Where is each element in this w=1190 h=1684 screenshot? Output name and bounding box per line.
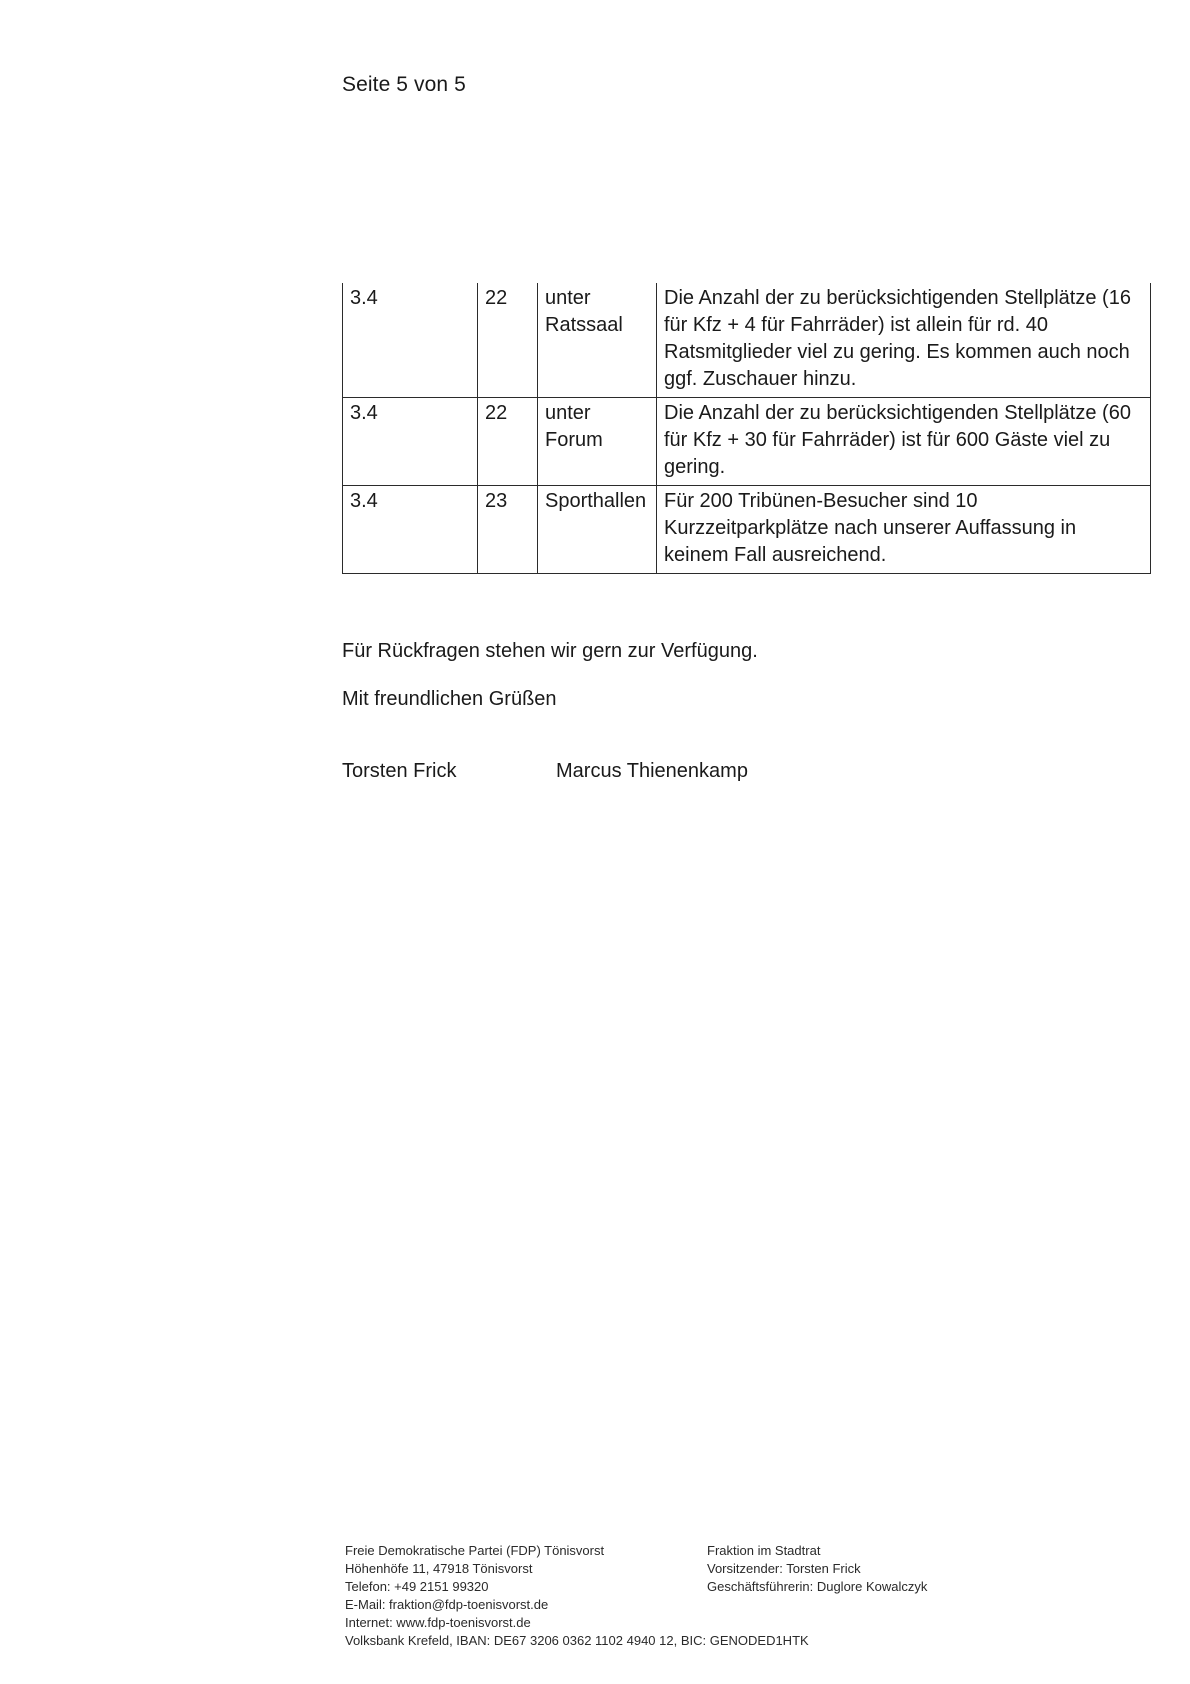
cell-comment: Die Anzahl der zu berücksichtigenden Stellplätze (60 für Kfz + 30 für Fahrräder) ist für 600 Gäste viel zu gering. (657, 398, 1151, 486)
cell-page: 22 (478, 283, 538, 398)
cell-section: 3.4 (343, 398, 478, 486)
cell-section: 3.4 (343, 486, 478, 574)
footer-email: E-Mail: fraktion@fdp-toenisvorst.de (345, 1597, 549, 1612)
footer-chair: Vorsitzender: Torsten Frick (707, 1561, 861, 1576)
footer-address: Höhenhöfe 11, 47918 Tönisvorst (345, 1561, 533, 1576)
footer-bank: Volksbank Krefeld, IBAN: DE67 3206 0362 1102 4940 12, BIC: GENODED1HTK (345, 1633, 809, 1648)
cell-location: unter Ratssaal (538, 283, 657, 398)
table-row (343, 486, 1151, 574)
footer-party-name: Freie Demokratische Partei (FDP) Tönisvorst (345, 1543, 605, 1558)
table-row (343, 398, 1151, 486)
cell-location: Sporthallen (538, 486, 657, 574)
footer-website: Internet: www.fdp-toenisvorst.de (345, 1615, 531, 1630)
cell-page: 22 (478, 398, 538, 486)
comments-table-container (342, 283, 1150, 574)
cell-page: 23 (478, 486, 538, 574)
footer-phone: Telefon: +49 2151 99320 (345, 1579, 489, 1594)
cell-section: 3.4 (343, 283, 478, 398)
comments-table (342, 283, 1151, 574)
inquiry-sentence: Für Rückfragen stehen wir gern zur Verfügung. (342, 640, 758, 662)
footer-manager: Geschäftsführerin: Duglore Kowalczyk (707, 1579, 928, 1594)
cell-location: unter Forum (538, 398, 657, 486)
table-row (343, 283, 1151, 398)
signature-name-first: Torsten Frick (342, 760, 457, 782)
signature-name-second: Marcus Thienenkamp (556, 760, 748, 782)
cell-comment: Die Anzahl der zu berücksichtigenden Stellplätze (16 für Kfz + 4 für Fahrräder) ist allein für rd. 40 Ratsmitglieder viel zu gering. Es kommen auch noch ggf. Zuschauer hinzu. (657, 283, 1151, 398)
footer-faction: Fraktion im Stadtrat (707, 1543, 821, 1558)
page-number: Seite 5 von 5 (342, 73, 466, 96)
footer-faction-info (707, 1542, 927, 1596)
greeting: Mit freundlichen Grüßen (342, 688, 557, 710)
cell-comment: Für 200 Tribünen-Besucher sind 10 Kurzzeitparkplätze nach unserer Auffassung in keinem Fall ausreichend. (657, 486, 1151, 574)
